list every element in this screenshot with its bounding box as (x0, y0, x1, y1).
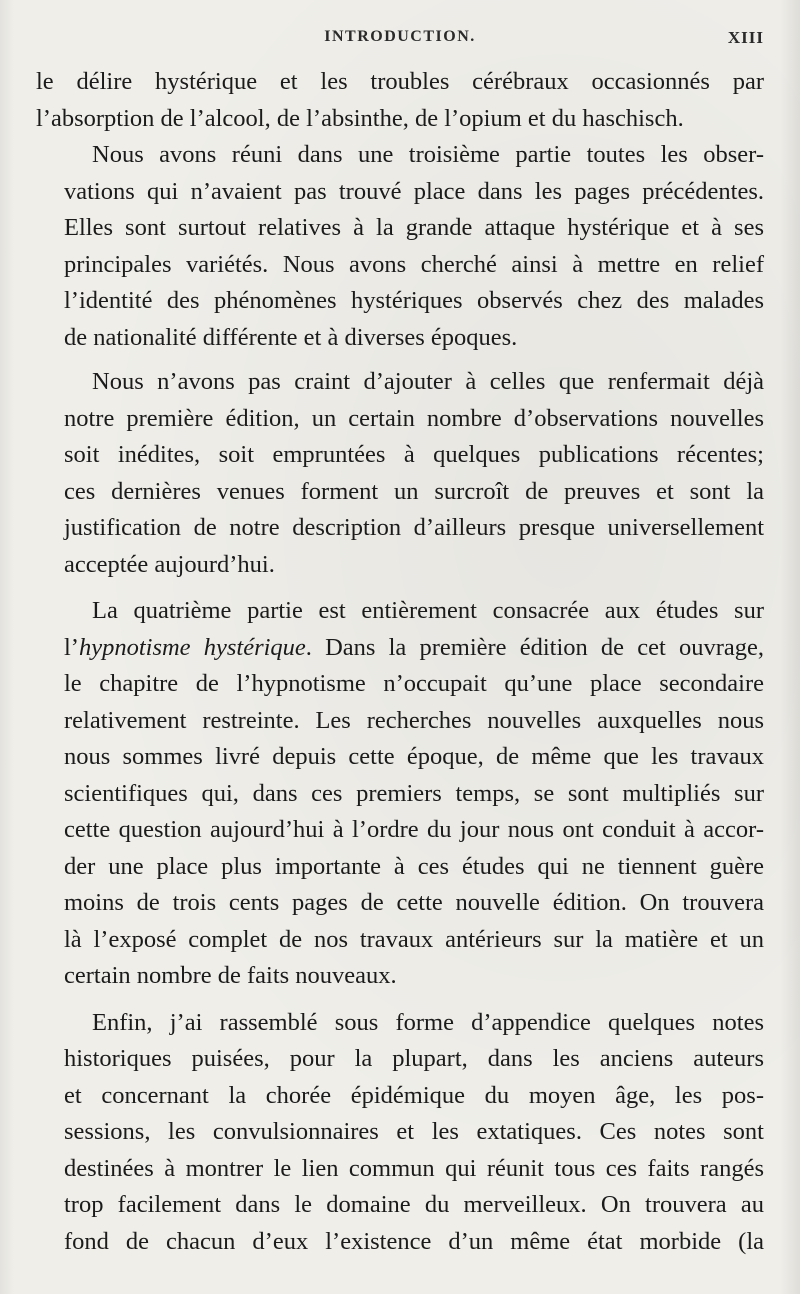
text-line-with-italic (36, 630, 764, 667)
text-fragment: . Dans la première édition de cet ouvrage, (305, 633, 764, 661)
paragraph-fourth-part (36, 593, 764, 995)
text-line: soit inédites, soit empruntées à quelques publications récentes; (64, 441, 764, 468)
text-line: notre première édition, un certain nombre d’observations nouvelles (64, 404, 764, 432)
text-line: fond de chacun d’eux l’existence d’un même état morbide (la (64, 1227, 764, 1255)
text-line: moins de trois cents pages de cette nouvelle édition. On trouvera (64, 889, 764, 916)
text-line: relativement restreinte. Les recherches nouvelles auxquelles nous (64, 706, 764, 734)
text-line: Elles sont surtout relatives à la grande attaque hystérique et à ses (64, 214, 764, 241)
text-line: principales variétés. Nous avons cherché ainsi à mettre en relief (64, 250, 764, 278)
page-number: XIII (727, 28, 764, 47)
body-text (36, 64, 764, 1260)
text-line: Nous avons réuni dans une troisième partie toutes les obser- (92, 141, 764, 168)
text-line: acceptée aujourd’hui. (64, 550, 275, 578)
running-title: INTRODUCTION. (324, 28, 476, 45)
text-line: Enfin, j’ai rassemblé sous forme d’appendice quelques notes (92, 1008, 764, 1036)
text-line: historiques puisées, pour la plupart, dans les anciens auteurs (64, 1045, 764, 1072)
text-line: certain nombre de faits nouveaux. (64, 962, 397, 989)
text-line: vations qui n’avaient pas trouvé place dans les pages précédentes. (64, 177, 764, 205)
page-header (36, 28, 764, 58)
paragraph-appendix (36, 1005, 764, 1261)
text-fragment: l’ (64, 633, 79, 661)
text-line: l’identité des phénomènes hystériques observés chez des malades (64, 287, 764, 314)
text-line: cette question aujourd’hui à l’ordre du jour nous ont conduit à accor- (64, 816, 764, 843)
paragraph-continuation (36, 64, 764, 137)
text-line: der une place plus importante à ces études qui ne tiennent guère (64, 852, 764, 880)
text-line: sessions, les convulsionnaires et les extatiques. Ces notes sont (64, 1118, 764, 1145)
paragraph-third-part (36, 137, 764, 356)
text-line: de nationalité différente et à diverses époques. (64, 323, 518, 351)
text-line: scientifiques qui, dans ces premiers temps, se sont multipliés sur (64, 779, 764, 807)
text-line: trop facilement dans le domaine du merveilleux. On trouvera au (64, 1191, 764, 1218)
text-line: l’absorption de l’alcool, de l’absinthe, de l’opium et du haschisch. (36, 104, 684, 132)
text-line: La quatrième partie est entièrement consacrée aux études sur (92, 597, 764, 624)
paragraph-new-observations (36, 364, 764, 583)
text-line: le chapitre de l’hypnotisme n’occupait qu’une place secondaire (64, 670, 764, 697)
text-line: destinées à montrer le lien commun qui réunit tous ces faits rangés (64, 1154, 764, 1182)
text-line: et concernant la chorée épidémique du moyen âge, les pos- (64, 1081, 764, 1109)
text-line: Nous n’avons pas craint d’ajouter à celles que renfermait déjà (92, 368, 764, 395)
text-line: là l’exposé complet de nos travaux antérieurs sur la matière et un (64, 925, 764, 953)
text-line: ces dernières venues forment un surcroît de preuves et sont la (64, 477, 764, 505)
text-line: justification de notre description d’ailleurs presque universellement (64, 514, 764, 541)
text-line: nous sommes livré depuis cette époque, de même que les travaux (64, 743, 764, 770)
text-line: le délire hystérique et les troubles cérébraux occasionnés par (36, 68, 764, 95)
italic-term: hypnotisme hystérique (78, 633, 306, 661)
